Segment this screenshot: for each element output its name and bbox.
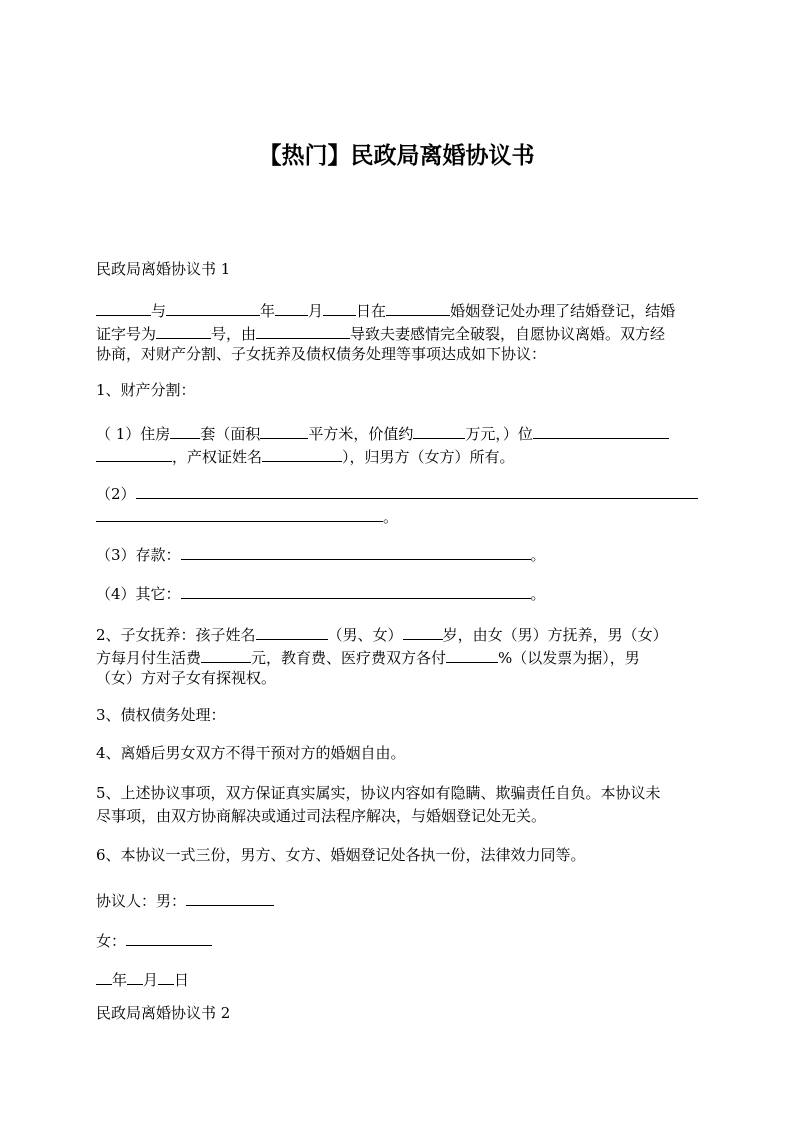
sub-item-end: 。 — [530, 585, 546, 603]
item-copies: 6、本协议一式三份，男方、女方、婚姻登记处各执一份，法律效力同等。 — [96, 846, 586, 864]
blank-party-a[interactable] — [96, 301, 151, 316]
signer-male-line — [96, 891, 274, 909]
item-guarantee-line-1: 5、上述协议事项，双方保证真实属实，协议内容如有隐瞒、欺骗责任自负。本协议未 — [96, 784, 661, 802]
blank-area[interactable] — [260, 424, 308, 439]
blank-percent[interactable] — [446, 648, 498, 663]
house-line-1 — [96, 424, 669, 442]
item-debts: 3、债权债务处理： — [96, 706, 226, 724]
signer-label: 女： — [96, 932, 127, 950]
blank-child-age[interactable] — [403, 625, 443, 640]
blank-owner-name[interactable] — [262, 447, 342, 462]
intro-text: 证字号为 — [96, 325, 157, 343]
blank-registry[interactable] — [386, 301, 450, 316]
intro-text: 日在 — [356, 302, 387, 320]
house-text: 万元，）位 — [465, 425, 533, 443]
child-text: 岁，由女（男）方抚养，男（女） — [442, 626, 668, 644]
child-line-1 — [96, 625, 668, 643]
child-text: 方每月付生活费 — [96, 649, 202, 667]
item-property: 1、财产分割： — [96, 381, 196, 399]
house-text: 套（面积 — [200, 425, 261, 443]
intro-text: 婚姻登记处办理了结婚登记，结婚 — [450, 302, 676, 320]
blank-day[interactable] — [323, 301, 356, 316]
blank-date-year[interactable] — [96, 970, 112, 985]
sub-item-label: （4）其它： — [96, 585, 181, 603]
blank-date-month[interactable] — [127, 970, 143, 985]
section-2-heading: 民政局离婚协议书 2 — [96, 1004, 231, 1022]
child-text: （男、女） — [327, 626, 403, 644]
child-line-2 — [96, 648, 640, 666]
child-text: %（以发票为据），男 — [498, 649, 640, 667]
child-text: 元，教育费、医疗费双方各付 — [251, 649, 447, 667]
sub-item-label: （3）存款： — [96, 546, 181, 564]
blank-party-b[interactable] — [166, 301, 260, 316]
blank-other[interactable] — [181, 584, 531, 599]
sub-item-end: 。 — [530, 546, 546, 564]
blank-date-day[interactable] — [158, 970, 174, 985]
blank-month[interactable] — [275, 301, 308, 316]
intro-text: 导致夫妻感情完全破裂，自愿协议离婚。双方经 — [350, 325, 666, 343]
child-text: 2、子女抚养：孩子姓名 — [96, 626, 256, 644]
blank-location[interactable] — [533, 424, 669, 439]
house-text: ），归男方（女方）所有。 — [342, 448, 515, 466]
blank-living-expense[interactable] — [201, 648, 251, 663]
intro-text: 号，由 — [211, 325, 257, 343]
blank-signer-male[interactable] — [186, 891, 274, 906]
signer-female-line — [96, 931, 212, 949]
intro-line-1 — [96, 301, 675, 319]
blank-child-name[interactable] — [256, 625, 328, 640]
blank-certificate-number[interactable] — [156, 324, 211, 339]
sub-item-2-line-1 — [96, 484, 698, 502]
sub-item-other — [96, 584, 546, 602]
blank-reason[interactable] — [256, 324, 350, 339]
blank-value[interactable] — [413, 424, 465, 439]
blank-sub-item-2[interactable] — [136, 484, 698, 499]
intro-line-2 — [96, 324, 665, 342]
blank-sub-item-2-cont[interactable] — [96, 507, 383, 522]
date-line — [96, 970, 189, 988]
intro-text: 与 — [151, 302, 167, 320]
blank-house-count[interactable] — [170, 424, 200, 439]
blank-location-cont[interactable] — [96, 447, 172, 462]
signer-label: 协议人：男： — [96, 892, 187, 910]
item-marriage-freedom: 4、离婚后男女双方不得干预对方的婚姻自由。 — [96, 744, 406, 762]
date-text: 年 — [112, 971, 128, 989]
section-1-heading: 民政局离婚协议书 1 — [96, 260, 231, 278]
house-text: ，产权证姓名 — [172, 448, 263, 466]
page-title: 【热门】民政局离婚协议书 — [258, 143, 535, 169]
sub-item-2-line-2 — [96, 507, 398, 525]
intro-line-3: 协商，对财产分割、子女抚养及债权债务处理等事项达成如下协议： — [96, 345, 547, 363]
sub-item-deposit — [96, 545, 546, 563]
house-text: （ 1）住房 — [96, 425, 171, 443]
date-text: 日 — [174, 971, 190, 989]
sub-item-label: （2） — [96, 485, 136, 503]
date-text: 月 — [143, 971, 159, 989]
intro-text: 年 — [260, 302, 276, 320]
house-text: 平方米，价值约 — [308, 425, 414, 443]
blank-deposit[interactable] — [181, 545, 531, 560]
blank-signer-female[interactable] — [126, 931, 212, 946]
sub-item-end: 。 — [383, 508, 399, 526]
child-line-3: （女）方对子女有探视权。 — [96, 669, 277, 687]
intro-text: 月 — [308, 302, 324, 320]
item-guarantee-line-2: 尽事项，由双方协商解决或通过司法程序解决，与婚姻登记处无关。 — [96, 807, 547, 825]
house-line-2 — [96, 447, 515, 465]
